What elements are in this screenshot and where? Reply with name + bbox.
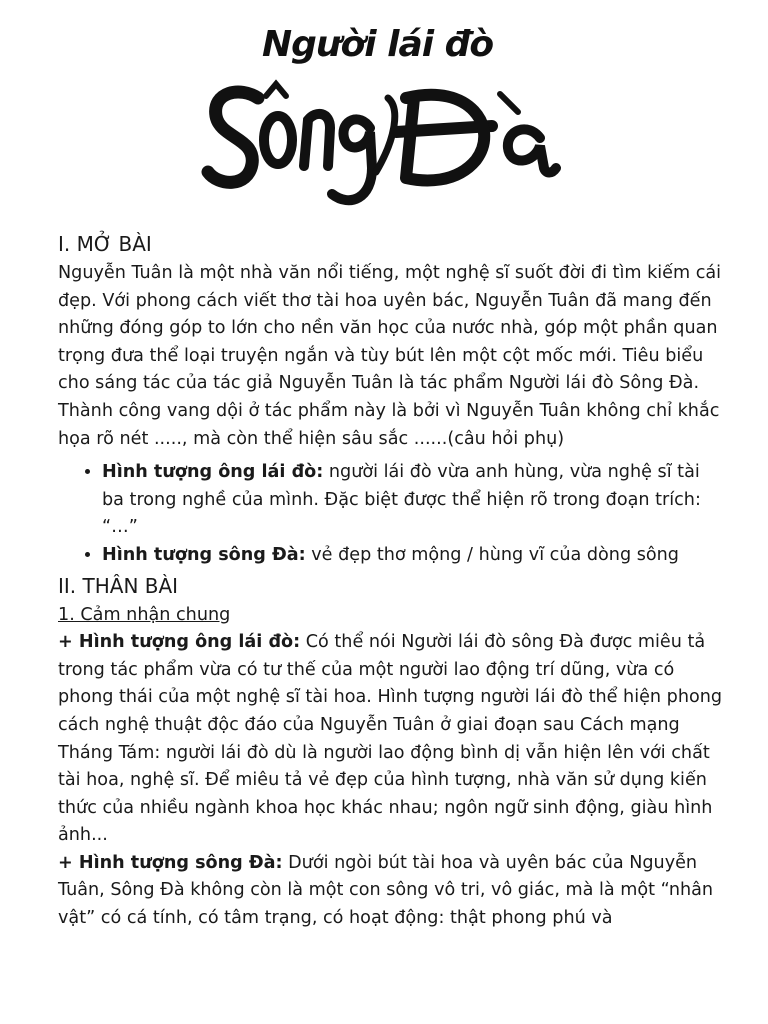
logo-calligraphy-song-da [200,68,570,218]
document-body [58,228,726,933]
intro-paragraph: Nguyễn Tuân là một nhà văn nổi tiếng, một nghệ sĩ suốt đời đi tìm kiếm cái đẹp. Với phong cách viết thơ tài hoa uyên bác, Nguyễn Tuân đã mang đến những đóng góp to lớn cho nền văn học của nước nhà, góp một phần quan trọng đưa thể loại truyện ngắn và tùy bút lên một cột mốc mới. Tiêu biểu cho sáng tác của tác giả Nguyễn Tuân là tác phẩm Người lái đò Sông Đà. Thành công vang dội ở tác phẩm này là bởi vì Nguyễn Tuân không chỉ khắc họa rõ nét ....., mà còn thể hiện sâu sắc ......(câu hỏi phụ) [58,263,722,449]
bullet-text: vẻ đẹp thơ mộng / hùng vĩ của dòng sông [305,544,679,565]
intro-bullet-list [58,459,726,569]
body-paragraph [58,850,726,933]
section-heading-than-bai: II. THÂN BÀI [58,573,179,598]
paragraph-label: + Hình tượng ông lái đò: [58,632,301,653]
bullet-item [102,542,726,570]
paragraph-label: + Hình tượng sông Đà: [58,852,283,873]
bullet-item [102,459,726,542]
bullet-text: người lái đò vừa anh hùng, vừa nghệ sĩ tài ba trong nghề của mình. Đặc biệt được thể hiện rõ trong đoạn trích: “…” [102,462,701,538]
bullet-label: Hình tượng ông lái đò: [102,462,324,483]
body-paragraph [58,629,726,850]
paragraph-text: Có thể nói Người lái đò sông Đà được miêu tả trong tác phẩm vừa có tư thế của một người lao động trí dũng, vừa có phong thái của một nghệ sĩ tài hoa. Hình tượng người lái đò thể hiện phong cách nghệ thuật độc đáo của Nguyễn Tuân ở giai đoạn sau Cách mạng Tháng Tám: người lái đò dù là người lao động bình dị vẫn hiện lên với chất tài hoa, nghệ sĩ. Để miêu tả vẻ đẹp của hình tượng, nhà văn sử dụng kiến thức của nhiều ngành khoa học khác nhau; ngôn ngữ sinh động, giàu hình ảnh... [58,632,723,846]
title-logo [200,20,570,220]
subheading-cam-nhan-chung: 1. Cảm nhận chung [58,604,231,625]
logo-title-top: Người lái đò [262,24,494,65]
bullet-label: Hình tượng sông Đà: [102,544,306,565]
paragraph-text: Dưới ngòi bút tài hoa và uyên bác của Nguyễn Tuân, Sông Đà không còn là một con sông vô tri, vô giác, mà là một “nhân vật” có cá tính, có tâm trạng, có hoạt động: thật phong phú và [58,852,714,929]
section-heading-mo-bai: I. MỞ BÀI [58,232,152,256]
